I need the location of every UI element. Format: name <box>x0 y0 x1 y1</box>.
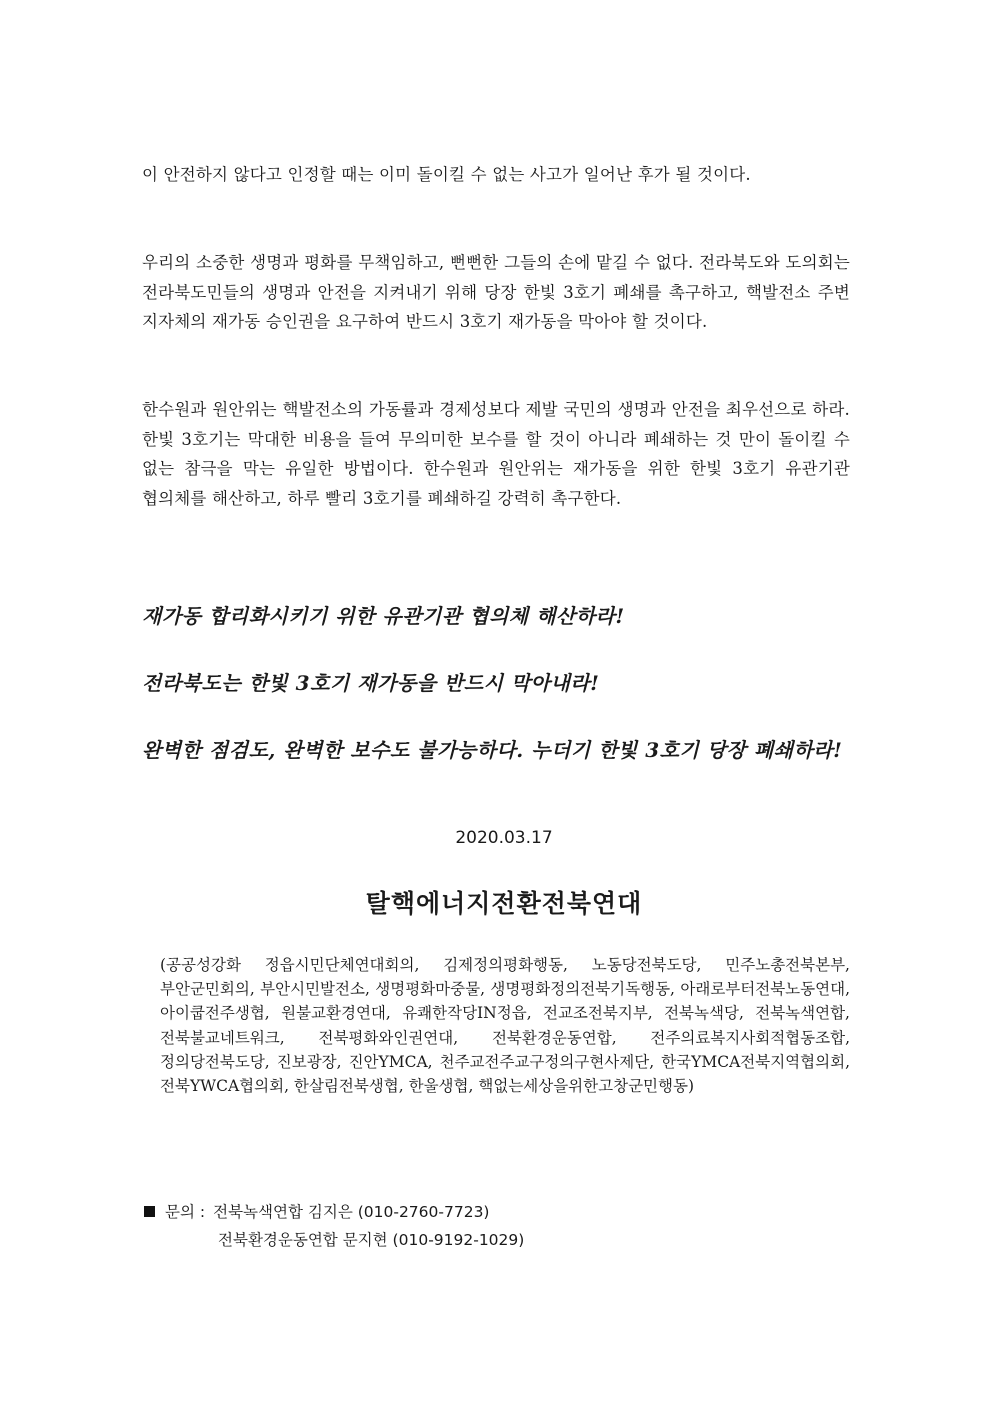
paragraph-2: 우리의 소중한 생명과 평화를 무책임하고, 뻔뻔한 그들의 손에 맡길 수 없다. 전라북도와 도의회는 전라북도민들의 생명과 안전을 지켜내기 위해 당장 한빛 3호기 폐쇄를 촉구하고, 핵발전소 주변 지자체의 재가동 승인권을 요구하여 반드시 3호기 재가동을 막아야 할 것이다. <box>142 253 850 331</box>
contact-row-1 <box>142 1198 524 1226</box>
contact-line-2: 전북환경운동연합 문지현 (010-9192-1029) <box>218 1231 525 1249</box>
paragraph-1: 이 안전하지 않다고 인정할 때는 이미 돌이킬 수 없는 사고가 일어난 후가 될 것이다. <box>142 165 751 184</box>
slogan-3: 완벽한 점검도, 완벽한 보수도 불가능하다. 누더기 한빛 3호기 당장 폐쇄하라! <box>142 738 843 762</box>
slogan-1: 재가동 합리화시키기 위한 유관기관 협의체 해산하라! <box>142 604 625 628</box>
square-bullet-icon <box>144 1206 155 1217</box>
member-organizations: (공공성강화 정읍시민단체연대회의, 김제정의평화행동, 노동당전북도당, 민주노총전북본부, 부안군민회의, 부안시민발전소, 생명평화마중물, 생명평화정의전북기독행동, 아래로부터전북노동연대, 아이쿱전주생협, 원불교환경연대, 유쾌한작당IN정읍, 전교조전북지부, 전북녹색당, 전북녹색연합, 전북불교네트워크, 전북평화와인권연대, 전북환경운동연합, 전주의료복지사회적협동조합, 정의당전북도당, 진보광장, 진안YMCA, 천주교전주교구정의구현사제단, 한국YMCA전북지역협의회, 전북YWCA협의회, 한살림전북생협, 한울생협, 핵없는세상을위한고창군민행동) <box>160 956 850 1096</box>
slogan-2: 전라북도는 한빛 3호기 재가동을 반드시 막아내라! <box>142 671 600 695</box>
contact-line-1: 전북녹색연합 김지은 (010-2760-7723) <box>213 1203 490 1221</box>
document-date: 2020.03.17 <box>455 828 553 848</box>
contact-info <box>142 1198 524 1254</box>
organization-name: 탈핵에너지전환전북연대 <box>365 889 643 918</box>
contact-row-2 <box>142 1226 524 1254</box>
paragraph-3: 한수원과 원안위는 핵발전소의 가동률과 경제성보다 제발 국민의 생명과 안전을 최우선으로 하라. 한빛 3호기는 막대한 비용을 들여 무의미한 보수를 할 것이 아니라 폐쇄하는 것 만이 돌이킬 수 없는 참극을 막는 유일한 방법이다. 한수원과 원안위는 재가동을 위한 한빛 3호기 유관기관 협의체를 해산하고, 하루 빨리 3호기를 폐쇄하길 강력히 촉구한다. <box>142 400 850 508</box>
contact-label: 문의 : <box>165 1203 206 1221</box>
